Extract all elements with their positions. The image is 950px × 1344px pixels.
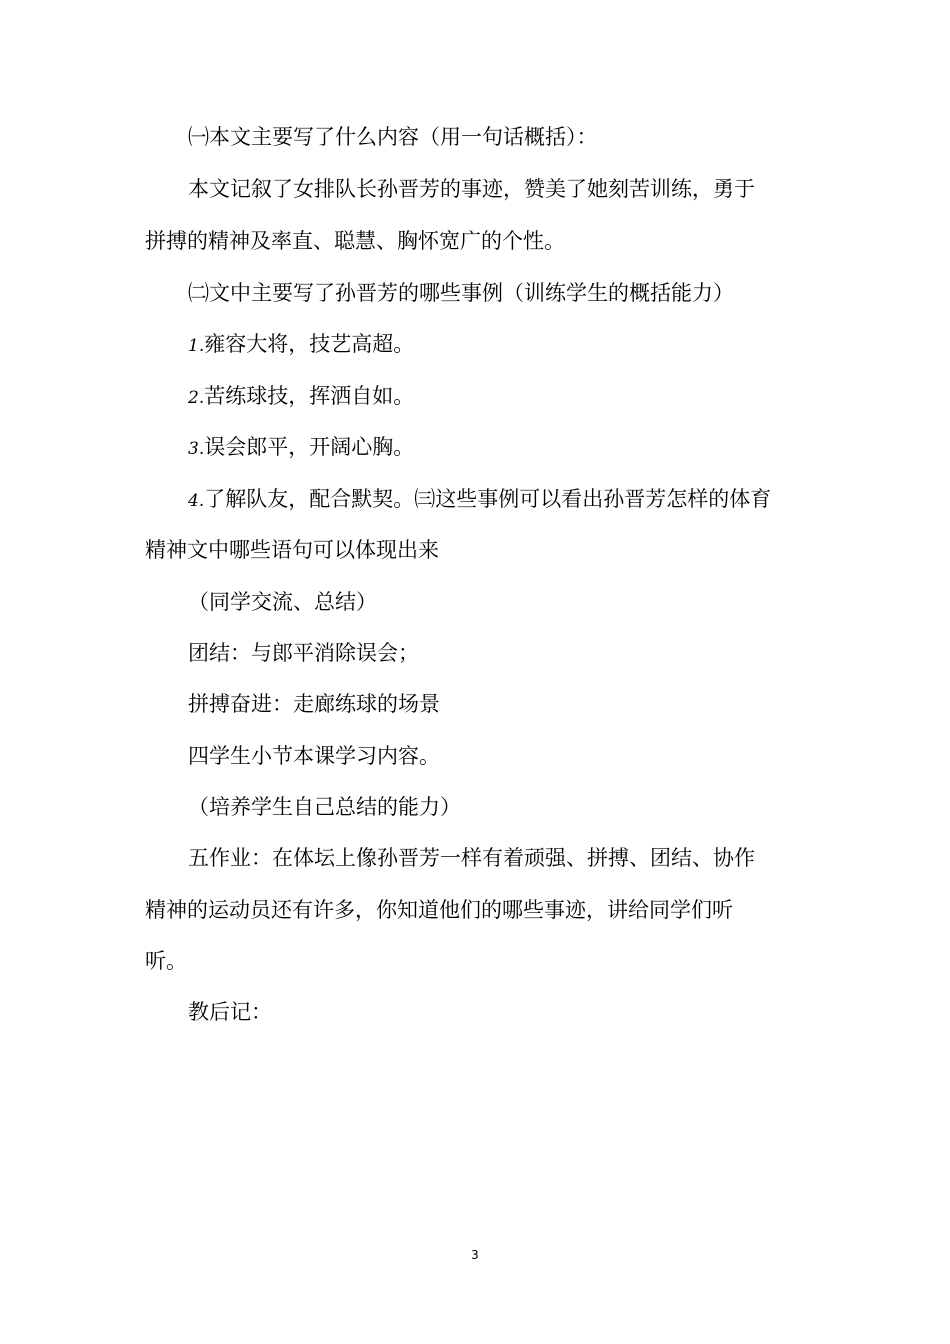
list-text-3: 误会郎平，开阔心胸。 bbox=[204, 435, 415, 459]
list-item-1 bbox=[188, 329, 414, 361]
list-item-4 bbox=[188, 484, 771, 516]
question-2: ㈡文中主要写了孙晋芳的哪些事例（训练学生的概括能力） bbox=[188, 281, 734, 305]
list-number-4: 4. bbox=[188, 491, 205, 511]
point-unity: 团结：与郎平消除误会； bbox=[188, 641, 419, 665]
page-number: 3 bbox=[471, 1248, 479, 1262]
homework-line-3: 听。 bbox=[145, 949, 187, 973]
step-four: 四学生小节本课学习内容。 bbox=[188, 744, 440, 768]
list-text-1: 雍容大将，技艺高超。 bbox=[204, 332, 415, 356]
answer-1-line-2: 拼搏的精神及率直、聪慧、胸怀宽广的个性。 bbox=[145, 229, 565, 253]
homework-line-2: 精神的运动员还有许多，你知道他们的哪些事迹，讲给同学们听 bbox=[145, 898, 733, 922]
list-item-3 bbox=[188, 432, 414, 464]
question-3-continuation: 精神文中哪些语句可以体现出来 bbox=[145, 538, 439, 562]
question-1: ㈠本文主要写了什么内容（用一句话概括）： bbox=[188, 125, 598, 149]
list-text-2: 苦练球技，挥洒自如。 bbox=[204, 384, 415, 408]
step-four-note: （培养学生自己总结的能力） bbox=[188, 795, 461, 819]
list-number-3: 3. bbox=[188, 439, 205, 459]
list-number-2: 2. bbox=[188, 388, 205, 408]
point-striving: 拼搏奋进：走廊练球的场景 bbox=[188, 692, 440, 716]
discussion-note: （同学交流、总结） bbox=[188, 590, 377, 614]
answer-1-line-1: 本文记叙了女排队长孙晋芳的事迹，赞美了她刻苦训练，勇于 bbox=[188, 177, 755, 201]
list-number-1: 1. bbox=[188, 336, 205, 356]
list-text-4: 了解队友，配合默契。㈢这些事例可以看出孙晋芳怎样的体育 bbox=[204, 487, 772, 511]
post-class-notes: 教后记： bbox=[188, 1000, 272, 1024]
homework-line-1: 五作业：在体坛上像孙晋芳一样有着顽强、拼搏、团结、协作 bbox=[188, 846, 755, 870]
list-item-2 bbox=[188, 381, 414, 413]
